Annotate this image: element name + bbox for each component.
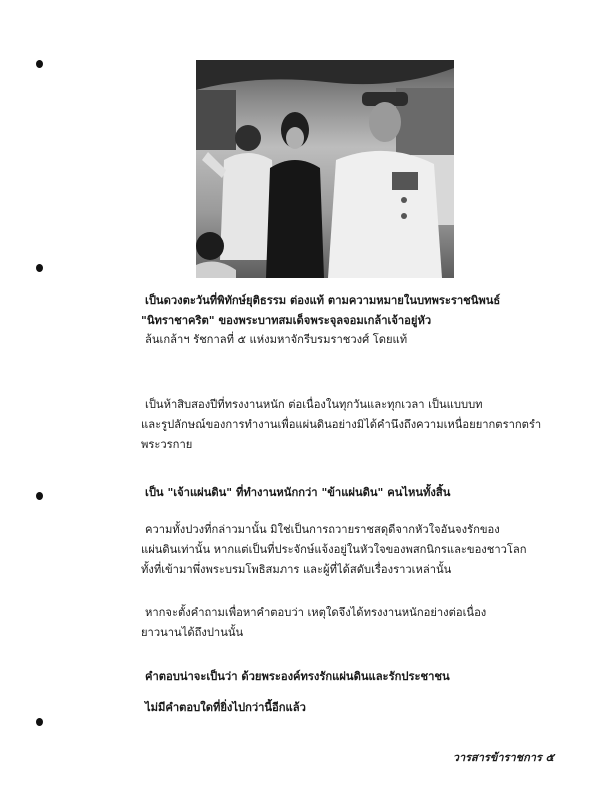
paragraph-line: ยาวนานได้ถึงปานนั้น [141,626,244,639]
punch-hole [36,718,43,726]
photograph-scene [196,60,454,278]
paragraph-line: ล้นเกล้าฯ รัชกาลที่ ๕ แห่งมหาจักรีบรมราชวงศ์ โดยแท้ [145,333,408,346]
paragraph-6 [145,666,525,686]
paragraph-line: ความทั้งปวงที่กล่าวมานั้น มิใช่เป็นการถวายราชสดุดีจากหัวใจอันจงรักของ [145,523,500,536]
paragraph-1 [141,290,521,350]
paragraph-line: เป็นดวงตะวันที่พิทักษ์ยุติธรรม ต่องแท้ ตามความหมายในบทพระราชนิพนธ์ [145,293,501,307]
paragraph-3 [145,482,525,502]
paragraph-line: ทั้งที่เข้ามาพึ่งพระบรมโพธิสมภาร และผู้ที่ได้สดับเรื่องราวเหล่านั้น [141,563,452,576]
paragraph-line: เป็น "เจ้าแผ่นดิน" ที่ทำงานหนักกว่า "ข้าแผ่นดิน" คนไหนทั้งสิ้น [145,485,451,499]
photograph-image [196,60,454,278]
punch-hole [36,492,43,500]
paragraph-line: คำตอบน่าจะเป็นว่า ด้วยพระองค์ทรงรักแผ่นดินและรักประชาชน [145,669,450,683]
paragraph-2 [141,395,542,455]
punch-hole [36,60,43,68]
paragraph-5 [141,603,521,643]
page-footer: วารสารข้าราชการ ๕ [452,751,554,764]
paragraph-line: แผ่นดินเท่านั้น หากแต่เป็นที่ประจักษ์แจ้งอยู่ในหัวใจของพสกนิกรและของชาวโลก [141,543,527,556]
paragraph-line: หากจะตั้งคำถามเพื่อหาคำตอบว่า เหตุใดจึงได้ทรงงานหนักอย่างต่อเนื่อง [145,606,487,619]
paragraph-line: ไม่มีคำตอบใดที่ยิ่งไปกว่านี้อีกแล้ว [145,700,306,714]
paragraph-line: และรูปลักษณ์ของการทำงานเพื่อแผ่นดินอย่างมิได้คำนึงถึงความเหนื่อยยากตรากตรำ [141,418,542,431]
paragraph-7 [145,697,525,717]
punch-hole [36,264,43,272]
paragraph-line: พระวรกาย [141,438,193,451]
paragraph-4 [141,520,527,580]
paragraph-line: "นิทราชาคริต" ของพระบาทสมเด็จพระจุลจอมเกล้าเจ้าอยู่หัว [141,313,432,327]
paragraph-line: เป็นห้าสิบสองปีที่ทรงงานหนัก ต่อเนื่องในทุกวันและทุกเวลา เป็นแบบบท [145,398,483,411]
